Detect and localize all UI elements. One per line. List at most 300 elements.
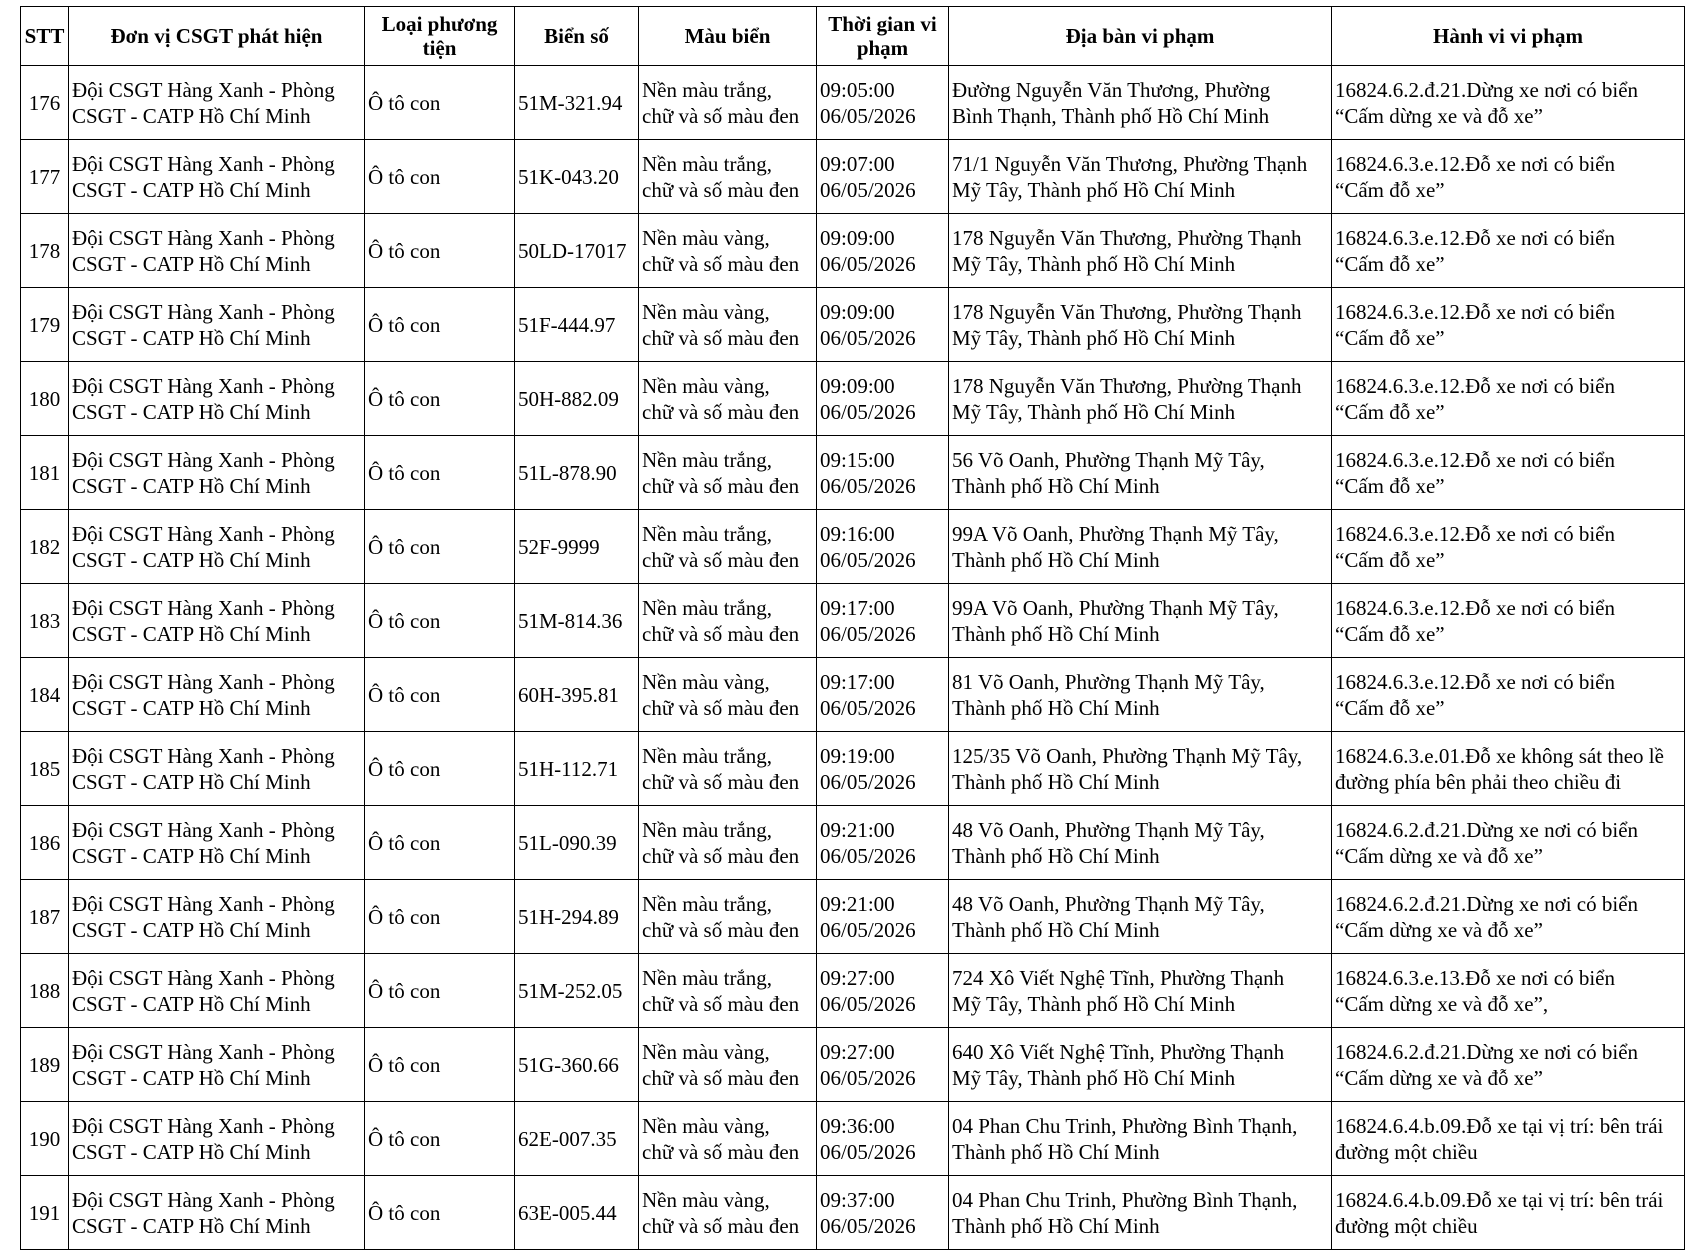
cell-violation-line-1: 16824.6.3.e.12.Đỗ xe nơi có biển bbox=[1335, 669, 1615, 694]
table-row bbox=[21, 436, 1685, 510]
cell-location bbox=[949, 214, 1332, 288]
cell-plate: 51M-321.94 bbox=[515, 66, 639, 140]
cell-violation-line-1: 16824.6.3.e.12.Đỗ xe nơi có biển bbox=[1335, 447, 1615, 472]
cell-unit bbox=[69, 1102, 365, 1176]
cell-time bbox=[817, 288, 949, 362]
cell-violation-line-2: “Cấm đỗ xe” bbox=[1335, 621, 1445, 646]
cell-time bbox=[817, 584, 949, 658]
cell-time-line-1: 09:37:00 bbox=[820, 1187, 895, 1212]
cell-stt: 180 bbox=[21, 362, 69, 436]
cell-unit-line-2: CSGT - CATP Hồ Chí Minh bbox=[72, 917, 311, 942]
header-stt: STT bbox=[21, 7, 69, 66]
cell-time-line-2: 06/05/2026 bbox=[820, 843, 916, 868]
cell-plate: 51M-814.36 bbox=[515, 584, 639, 658]
cell-violation-line-2: “Cấm đỗ xe” bbox=[1335, 325, 1445, 350]
cell-location-line-1: 56 Võ Oanh, Phường Thạnh Mỹ Tây, bbox=[952, 447, 1265, 472]
cell-time bbox=[817, 732, 949, 806]
cell-violation-line-1: 16824.6.3.e.12.Đỗ xe nơi có biển bbox=[1335, 299, 1615, 324]
cell-plate: 51H-294.89 bbox=[515, 880, 639, 954]
cell-plate-color-line-1: Nền màu trắng, bbox=[642, 891, 773, 916]
table-body bbox=[21, 66, 1685, 1250]
cell-violation-line-2: đường một chiều bbox=[1335, 1139, 1478, 1164]
cell-plate-color-line-2: chữ và số màu đen bbox=[642, 325, 800, 350]
cell-unit bbox=[69, 732, 365, 806]
cell-violation bbox=[1332, 584, 1685, 658]
cell-plate: 51G-360.66 bbox=[515, 1028, 639, 1102]
cell-time-line-1: 09:07:00 bbox=[820, 151, 895, 176]
cell-location bbox=[949, 1176, 1332, 1250]
cell-violation-line-1: 16824.6.4.b.09.Đỗ xe tại vị trí: bên trái bbox=[1335, 1187, 1664, 1212]
cell-stt: 186 bbox=[21, 806, 69, 880]
header-vehicle-type: Loại phương tiện bbox=[365, 7, 515, 66]
cell-stt: 189 bbox=[21, 1028, 69, 1102]
cell-plate-color bbox=[639, 288, 817, 362]
cell-violation bbox=[1332, 1102, 1685, 1176]
cell-location-line-2: Thành phố Hồ Chí Minh bbox=[952, 1213, 1160, 1238]
cell-vehicle-type: Ô tô con bbox=[365, 806, 515, 880]
cell-violation-line-2: đường một chiều bbox=[1335, 1213, 1478, 1238]
cell-time-line-1: 09:27:00 bbox=[820, 1039, 895, 1064]
cell-plate: 51L-090.39 bbox=[515, 806, 639, 880]
cell-plate-color bbox=[639, 1176, 817, 1250]
cell-time bbox=[817, 1102, 949, 1176]
table-row bbox=[21, 140, 1685, 214]
cell-location-line-1: 48 Võ Oanh, Phường Thạnh Mỹ Tây, bbox=[952, 817, 1265, 842]
cell-stt: 183 bbox=[21, 584, 69, 658]
cell-violation-line-2: “Cấm đỗ xe” bbox=[1335, 399, 1445, 424]
cell-violation bbox=[1332, 954, 1685, 1028]
cell-time-line-1: 09:17:00 bbox=[820, 595, 895, 620]
cell-plate-color-line-2: chữ và số màu đen bbox=[642, 917, 800, 942]
cell-plate-color-line-2: chữ và số màu đen bbox=[642, 177, 800, 202]
cell-time bbox=[817, 362, 949, 436]
cell-time-line-2: 06/05/2026 bbox=[820, 177, 916, 202]
cell-time bbox=[817, 436, 949, 510]
cell-violation bbox=[1332, 436, 1685, 510]
cell-violation-line-1: 16824.6.3.e.12.Đỗ xe nơi có biển bbox=[1335, 151, 1615, 176]
cell-plate-color bbox=[639, 214, 817, 288]
cell-time bbox=[817, 954, 949, 1028]
cell-time-line-2: 06/05/2026 bbox=[820, 251, 916, 276]
cell-violation-line-2: “Cấm đỗ xe” bbox=[1335, 695, 1445, 720]
header-location: Địa bàn vi phạm bbox=[949, 7, 1332, 66]
cell-plate-color-line-2: chữ và số màu đen bbox=[642, 621, 800, 646]
cell-time-line-2: 06/05/2026 bbox=[820, 325, 916, 350]
cell-location-line-1: 99A Võ Oanh, Phường Thạnh Mỹ Tây, bbox=[952, 595, 1279, 620]
cell-location-line-2: Thành phố Hồ Chí Minh bbox=[952, 547, 1160, 572]
table-row bbox=[21, 288, 1685, 362]
cell-violation-line-1: 16824.6.3.e.12.Đỗ xe nơi có biển bbox=[1335, 521, 1615, 546]
cell-plate-color-line-1: Nền màu vàng, bbox=[642, 299, 770, 324]
cell-time-line-2: 06/05/2026 bbox=[820, 917, 916, 942]
cell-location bbox=[949, 880, 1332, 954]
cell-unit-line-2: CSGT - CATP Hồ Chí Minh bbox=[72, 547, 311, 572]
cell-location bbox=[949, 584, 1332, 658]
cell-stt: 178 bbox=[21, 214, 69, 288]
cell-plate: 63E-005.44 bbox=[515, 1176, 639, 1250]
cell-plate-color-line-2: chữ và số màu đen bbox=[642, 991, 800, 1016]
cell-unit-line-2: CSGT - CATP Hồ Chí Minh bbox=[72, 621, 311, 646]
cell-violation-line-2: “Cấm dừng xe và đỗ xe” bbox=[1335, 917, 1543, 942]
table-row bbox=[21, 510, 1685, 584]
cell-violation bbox=[1332, 288, 1685, 362]
cell-unit-line-2: CSGT - CATP Hồ Chí Minh bbox=[72, 325, 311, 350]
cell-plate: 50LD-17017 bbox=[515, 214, 639, 288]
cell-unit-line-2: CSGT - CATP Hồ Chí Minh bbox=[72, 177, 311, 202]
cell-violation-line-2: “Cấm dừng xe và đỗ xe” bbox=[1335, 103, 1543, 128]
cell-violation bbox=[1332, 510, 1685, 584]
cell-location-line-2: Thành phố Hồ Chí Minh bbox=[952, 473, 1160, 498]
cell-location bbox=[949, 66, 1332, 140]
cell-time-line-2: 06/05/2026 bbox=[820, 473, 916, 498]
cell-location-line-1: 81 Võ Oanh, Phường Thạnh Mỹ Tây, bbox=[952, 669, 1265, 694]
table-row bbox=[21, 658, 1685, 732]
cell-time-line-2: 06/05/2026 bbox=[820, 991, 916, 1016]
cell-plate-color bbox=[639, 140, 817, 214]
cell-location-line-1: 178 Nguyễn Văn Thương, Phường Thạnh bbox=[952, 225, 1302, 250]
cell-location bbox=[949, 1102, 1332, 1176]
cell-unit bbox=[69, 880, 365, 954]
cell-plate-color bbox=[639, 1102, 817, 1176]
cell-time bbox=[817, 510, 949, 584]
cell-plate: 51L-878.90 bbox=[515, 436, 639, 510]
header-unit: Đơn vị CSGT phát hiện bbox=[69, 7, 365, 66]
document-page bbox=[20, 6, 1684, 1250]
cell-time-line-2: 06/05/2026 bbox=[820, 103, 916, 128]
cell-violation bbox=[1332, 140, 1685, 214]
cell-plate: 52F-9999 bbox=[515, 510, 639, 584]
table-row bbox=[21, 806, 1685, 880]
cell-stt: 181 bbox=[21, 436, 69, 510]
cell-stt: 184 bbox=[21, 658, 69, 732]
cell-stt: 190 bbox=[21, 1102, 69, 1176]
cell-time-line-1: 09:36:00 bbox=[820, 1113, 895, 1138]
cell-plate: 62E-007.35 bbox=[515, 1102, 639, 1176]
header-violation: Hành vi vi phạm bbox=[1332, 7, 1685, 66]
cell-unit-line-1: Đội CSGT Hàng Xanh - Phòng bbox=[72, 521, 335, 546]
cell-plate-color bbox=[639, 436, 817, 510]
header-time: Thời gian vi phạm bbox=[817, 7, 949, 66]
cell-violation-line-2: “Cấm đỗ xe” bbox=[1335, 177, 1445, 202]
cell-unit-line-2: CSGT - CATP Hồ Chí Minh bbox=[72, 769, 311, 794]
table-row bbox=[21, 66, 1685, 140]
cell-violation bbox=[1332, 732, 1685, 806]
cell-unit-line-1: Đội CSGT Hàng Xanh - Phòng bbox=[72, 1187, 335, 1212]
cell-violation bbox=[1332, 658, 1685, 732]
cell-location-line-1: 48 Võ Oanh, Phường Thạnh Mỹ Tây, bbox=[952, 891, 1265, 916]
cell-plate-color-line-2: chữ và số màu đen bbox=[642, 1139, 800, 1164]
header-row bbox=[21, 7, 1685, 66]
cell-plate: 51F-444.97 bbox=[515, 288, 639, 362]
cell-plate-color-line-2: chữ và số màu đen bbox=[642, 1065, 800, 1090]
cell-stt: 182 bbox=[21, 510, 69, 584]
cell-location-line-2: Mỹ Tây, Thành phố Hồ Chí Minh bbox=[952, 991, 1236, 1016]
cell-unit-line-1: Đội CSGT Hàng Xanh - Phòng bbox=[72, 891, 335, 916]
cell-location bbox=[949, 510, 1332, 584]
cell-plate-color bbox=[639, 584, 817, 658]
cell-plate-color-line-1: Nền màu trắng, bbox=[642, 817, 773, 842]
cell-unit-line-2: CSGT - CATP Hồ Chí Minh bbox=[72, 1139, 311, 1164]
cell-plate-color-line-1: Nền màu vàng, bbox=[642, 373, 770, 398]
cell-violation-line-2: “Cấm đỗ xe” bbox=[1335, 547, 1445, 572]
cell-violation bbox=[1332, 362, 1685, 436]
cell-unit bbox=[69, 584, 365, 658]
cell-violation-line-1: 16824.6.3.e.13.Đỗ xe nơi có biển bbox=[1335, 965, 1615, 990]
cell-location-line-2: Mỹ Tây, Thành phố Hồ Chí Minh bbox=[952, 251, 1236, 276]
cell-plate-color-line-1: Nền màu vàng, bbox=[642, 669, 770, 694]
cell-violation bbox=[1332, 66, 1685, 140]
cell-unit-line-1: Đội CSGT Hàng Xanh - Phòng bbox=[72, 77, 335, 102]
cell-plate-color bbox=[639, 66, 817, 140]
cell-vehicle-type: Ô tô con bbox=[365, 362, 515, 436]
cell-time-line-1: 09:21:00 bbox=[820, 891, 895, 916]
cell-violation-line-1: 16824.6.2.đ.21.Dừng xe nơi có biển bbox=[1335, 77, 1639, 102]
cell-vehicle-type: Ô tô con bbox=[365, 214, 515, 288]
cell-vehicle-type: Ô tô con bbox=[365, 66, 515, 140]
cell-time-line-2: 06/05/2026 bbox=[820, 695, 916, 720]
table-row bbox=[21, 1102, 1685, 1176]
cell-time-line-2: 06/05/2026 bbox=[820, 1065, 916, 1090]
cell-violation-line-1: 16824.6.3.e.12.Đỗ xe nơi có biển bbox=[1335, 595, 1615, 620]
cell-location bbox=[949, 954, 1332, 1028]
cell-unit bbox=[69, 806, 365, 880]
cell-time-line-1: 09:27:00 bbox=[820, 965, 895, 990]
cell-plate-color-line-2: chữ và số màu đen bbox=[642, 473, 800, 498]
cell-plate: 60H-395.81 bbox=[515, 658, 639, 732]
header-plate: Biển số bbox=[515, 7, 639, 66]
cell-violation-line-1: 16824.6.3.e.01.Đỗ xe không sát theo lề bbox=[1335, 743, 1664, 768]
cell-plate-color bbox=[639, 732, 817, 806]
cell-plate-color-line-1: Nền màu trắng, bbox=[642, 447, 773, 472]
cell-plate-color-line-2: chữ và số màu đen bbox=[642, 1213, 800, 1238]
cell-plate-color bbox=[639, 1028, 817, 1102]
cell-unit-line-1: Đội CSGT Hàng Xanh - Phòng bbox=[72, 817, 335, 842]
table-row bbox=[21, 732, 1685, 806]
cell-vehicle-type: Ô tô con bbox=[365, 1102, 515, 1176]
cell-violation-line-1: 16824.6.4.b.09.Đỗ xe tại vị trí: bên trái bbox=[1335, 1113, 1664, 1138]
cell-plate-color bbox=[639, 658, 817, 732]
cell-time-line-1: 09:09:00 bbox=[820, 225, 895, 250]
cell-plate-color-line-2: chữ và số màu đen bbox=[642, 547, 800, 572]
table-row bbox=[21, 214, 1685, 288]
cell-unit bbox=[69, 510, 365, 584]
cell-location bbox=[949, 806, 1332, 880]
cell-unit-line-2: CSGT - CATP Hồ Chí Minh bbox=[72, 1065, 311, 1090]
cell-location-line-2: Thành phố Hồ Chí Minh bbox=[952, 917, 1160, 942]
header-plate-color: Màu biển bbox=[639, 7, 817, 66]
cell-vehicle-type: Ô tô con bbox=[365, 880, 515, 954]
cell-time-line-1: 09:09:00 bbox=[820, 299, 895, 324]
cell-plate-color-line-1: Nền màu trắng, bbox=[642, 965, 773, 990]
table-row bbox=[21, 880, 1685, 954]
table-row bbox=[21, 954, 1685, 1028]
cell-violation bbox=[1332, 1028, 1685, 1102]
cell-time-line-2: 06/05/2026 bbox=[820, 547, 916, 572]
cell-stt: 185 bbox=[21, 732, 69, 806]
cell-time-line-1: 09:16:00 bbox=[820, 521, 895, 546]
cell-time bbox=[817, 880, 949, 954]
cell-unit-line-2: CSGT - CATP Hồ Chí Minh bbox=[72, 991, 311, 1016]
cell-violation-line-1: 16824.6.2.đ.21.Dừng xe nơi có biển bbox=[1335, 817, 1639, 842]
cell-unit-line-2: CSGT - CATP Hồ Chí Minh bbox=[72, 399, 311, 424]
cell-unit-line-1: Đội CSGT Hàng Xanh - Phòng bbox=[72, 151, 335, 176]
cell-plate-color bbox=[639, 880, 817, 954]
cell-plate-color-line-2: chữ và số màu đen bbox=[642, 103, 800, 128]
cell-stt: 187 bbox=[21, 880, 69, 954]
cell-stt: 188 bbox=[21, 954, 69, 1028]
cell-unit-line-2: CSGT - CATP Hồ Chí Minh bbox=[72, 843, 311, 868]
cell-plate-color-line-2: chữ và số màu đen bbox=[642, 695, 800, 720]
cell-plate: 51K-043.20 bbox=[515, 140, 639, 214]
cell-violation-line-2: đường phía bên phải theo chiều đi bbox=[1335, 769, 1622, 794]
cell-location-line-2: Mỹ Tây, Thành phố Hồ Chí Minh bbox=[952, 399, 1236, 424]
cell-violation-line-2: “Cấm dừng xe và đỗ xe”, bbox=[1335, 991, 1549, 1016]
cell-time-line-1: 09:17:00 bbox=[820, 669, 895, 694]
cell-stt: 177 bbox=[21, 140, 69, 214]
cell-time-line-1: 09:21:00 bbox=[820, 817, 895, 842]
cell-location bbox=[949, 436, 1332, 510]
cell-unit-line-1: Đội CSGT Hàng Xanh - Phòng bbox=[72, 299, 335, 324]
cell-violation bbox=[1332, 214, 1685, 288]
cell-unit bbox=[69, 214, 365, 288]
cell-plate-color-line-2: chữ và số màu đen bbox=[642, 399, 800, 424]
cell-violation bbox=[1332, 880, 1685, 954]
cell-vehicle-type: Ô tô con bbox=[365, 658, 515, 732]
cell-plate-color-line-1: Nền màu trắng, bbox=[642, 521, 773, 546]
cell-time bbox=[817, 140, 949, 214]
cell-unit-line-1: Đội CSGT Hàng Xanh - Phòng bbox=[72, 595, 335, 620]
cell-violation-line-1: 16824.6.3.e.12.Đỗ xe nơi có biển bbox=[1335, 373, 1615, 398]
cell-vehicle-type: Ô tô con bbox=[365, 1176, 515, 1250]
table-row bbox=[21, 584, 1685, 658]
violations-table bbox=[20, 6, 1685, 1250]
cell-vehicle-type: Ô tô con bbox=[365, 732, 515, 806]
cell-time bbox=[817, 1176, 949, 1250]
cell-unit-line-1: Đội CSGT Hàng Xanh - Phòng bbox=[72, 1039, 335, 1064]
cell-stt: 191 bbox=[21, 1176, 69, 1250]
cell-plate-color-line-1: Nền màu trắng, bbox=[642, 743, 773, 768]
cell-unit-line-1: Đội CSGT Hàng Xanh - Phòng bbox=[72, 965, 335, 990]
cell-plate-color-line-1: Nền màu trắng, bbox=[642, 595, 773, 620]
cell-time-line-2: 06/05/2026 bbox=[820, 769, 916, 794]
cell-violation-line-1: 16824.6.2.đ.21.Dừng xe nơi có biển bbox=[1335, 891, 1639, 916]
cell-plate: 51M-252.05 bbox=[515, 954, 639, 1028]
cell-unit-line-1: Đội CSGT Hàng Xanh - Phòng bbox=[72, 225, 335, 250]
cell-stt: 176 bbox=[21, 66, 69, 140]
cell-location-line-2: Thành phố Hồ Chí Minh bbox=[952, 1139, 1160, 1164]
cell-time-line-1: 09:15:00 bbox=[820, 447, 895, 472]
cell-plate-color bbox=[639, 510, 817, 584]
cell-location-line-2: Mỹ Tây, Thành phố Hồ Chí Minh bbox=[952, 1065, 1236, 1090]
cell-unit-line-1: Đội CSGT Hàng Xanh - Phòng bbox=[72, 447, 335, 472]
cell-plate-color-line-1: Nền màu vàng, bbox=[642, 1113, 770, 1138]
cell-violation-line-2: “Cấm đỗ xe” bbox=[1335, 251, 1445, 276]
cell-time bbox=[817, 806, 949, 880]
cell-location-line-1: 178 Nguyễn Văn Thương, Phường Thạnh bbox=[952, 373, 1302, 398]
cell-vehicle-type: Ô tô con bbox=[365, 288, 515, 362]
cell-plate-color-line-1: Nền màu vàng, bbox=[642, 225, 770, 250]
cell-unit-line-2: CSGT - CATP Hồ Chí Minh bbox=[72, 473, 311, 498]
cell-time bbox=[817, 658, 949, 732]
cell-time-line-2: 06/05/2026 bbox=[820, 1213, 916, 1238]
cell-location-line-1: 640 Xô Viết Nghệ Tĩnh, Phường Thạnh bbox=[952, 1039, 1285, 1064]
cell-time bbox=[817, 214, 949, 288]
cell-vehicle-type: Ô tô con bbox=[365, 954, 515, 1028]
cell-plate-color-line-2: chữ và số màu đen bbox=[642, 769, 800, 794]
cell-unit-line-1: Đội CSGT Hàng Xanh - Phòng bbox=[72, 373, 335, 398]
cell-location-line-1: 178 Nguyễn Văn Thương, Phường Thạnh bbox=[952, 299, 1302, 324]
cell-time-line-1: 09:05:00 bbox=[820, 77, 895, 102]
cell-unit-line-1: Đội CSGT Hàng Xanh - Phòng bbox=[72, 1113, 335, 1138]
cell-location-line-2: Mỹ Tây, Thành phố Hồ Chí Minh bbox=[952, 325, 1236, 350]
cell-violation-line-2: “Cấm đỗ xe” bbox=[1335, 473, 1445, 498]
cell-violation bbox=[1332, 1176, 1685, 1250]
cell-plate-color-line-1: Nền màu vàng, bbox=[642, 1039, 770, 1064]
cell-location-line-1: 71/1 Nguyễn Văn Thương, Phường Thạnh bbox=[952, 151, 1308, 176]
cell-location-line-2: Mỹ Tây, Thành phố Hồ Chí Minh bbox=[952, 177, 1236, 202]
cell-time-line-2: 06/05/2026 bbox=[820, 621, 916, 646]
cell-time bbox=[817, 66, 949, 140]
cell-plate-color bbox=[639, 806, 817, 880]
cell-plate-color-line-1: Nền màu trắng, bbox=[642, 151, 773, 176]
cell-location-line-1: 125/35 Võ Oanh, Phường Thạnh Mỹ Tây, bbox=[952, 743, 1303, 768]
table-row bbox=[21, 1028, 1685, 1102]
cell-location-line-1: Đường Nguyễn Văn Thương, Phường bbox=[952, 77, 1271, 102]
cell-unit bbox=[69, 436, 365, 510]
cell-vehicle-type: Ô tô con bbox=[365, 140, 515, 214]
cell-violation bbox=[1332, 806, 1685, 880]
cell-plate-color-line-1: Nền màu vàng, bbox=[642, 1187, 770, 1212]
cell-unit bbox=[69, 66, 365, 140]
cell-plate: 51H-112.71 bbox=[515, 732, 639, 806]
cell-time-line-1: 09:09:00 bbox=[820, 373, 895, 398]
cell-stt: 179 bbox=[21, 288, 69, 362]
cell-location-line-2: Thành phố Hồ Chí Minh bbox=[952, 695, 1160, 720]
cell-time-line-1: 09:19:00 bbox=[820, 743, 895, 768]
cell-unit bbox=[69, 954, 365, 1028]
cell-vehicle-type: Ô tô con bbox=[365, 436, 515, 510]
cell-location bbox=[949, 1028, 1332, 1102]
cell-time-line-2: 06/05/2026 bbox=[820, 399, 916, 424]
cell-plate-color-line-1: Nền màu trắng, bbox=[642, 77, 773, 102]
table-row bbox=[21, 362, 1685, 436]
cell-location-line-2: Thành phố Hồ Chí Minh bbox=[952, 843, 1160, 868]
cell-time-line-2: 06/05/2026 bbox=[820, 1139, 916, 1164]
cell-location bbox=[949, 362, 1332, 436]
cell-vehicle-type: Ô tô con bbox=[365, 1028, 515, 1102]
cell-violation-line-1: 16824.6.2.đ.21.Dừng xe nơi có biển bbox=[1335, 1039, 1639, 1064]
cell-location bbox=[949, 732, 1332, 806]
cell-time bbox=[817, 1028, 949, 1102]
cell-violation-line-2: “Cấm dừng xe và đỗ xe” bbox=[1335, 843, 1543, 868]
cell-plate-color-line-2: chữ và số màu đen bbox=[642, 843, 800, 868]
cell-location-line-1: 04 Phan Chu Trinh, Phường Bình Thạnh, bbox=[952, 1113, 1298, 1138]
cell-plate-color-line-2: chữ và số màu đen bbox=[642, 251, 800, 276]
cell-location bbox=[949, 140, 1332, 214]
cell-unit-line-1: Đội CSGT Hàng Xanh - Phòng bbox=[72, 669, 335, 694]
cell-unit bbox=[69, 1176, 365, 1250]
cell-location-line-2: Thành phố Hồ Chí Minh bbox=[952, 769, 1160, 794]
cell-unit bbox=[69, 140, 365, 214]
cell-unit-line-2: CSGT - CATP Hồ Chí Minh bbox=[72, 251, 311, 276]
cell-location-line-1: 724 Xô Viết Nghệ Tĩnh, Phường Thạnh bbox=[952, 965, 1285, 990]
cell-location-line-2: Thành phố Hồ Chí Minh bbox=[952, 621, 1160, 646]
cell-location bbox=[949, 288, 1332, 362]
table-row bbox=[21, 1176, 1685, 1250]
cell-unit bbox=[69, 362, 365, 436]
cell-unit bbox=[69, 288, 365, 362]
cell-unit bbox=[69, 658, 365, 732]
